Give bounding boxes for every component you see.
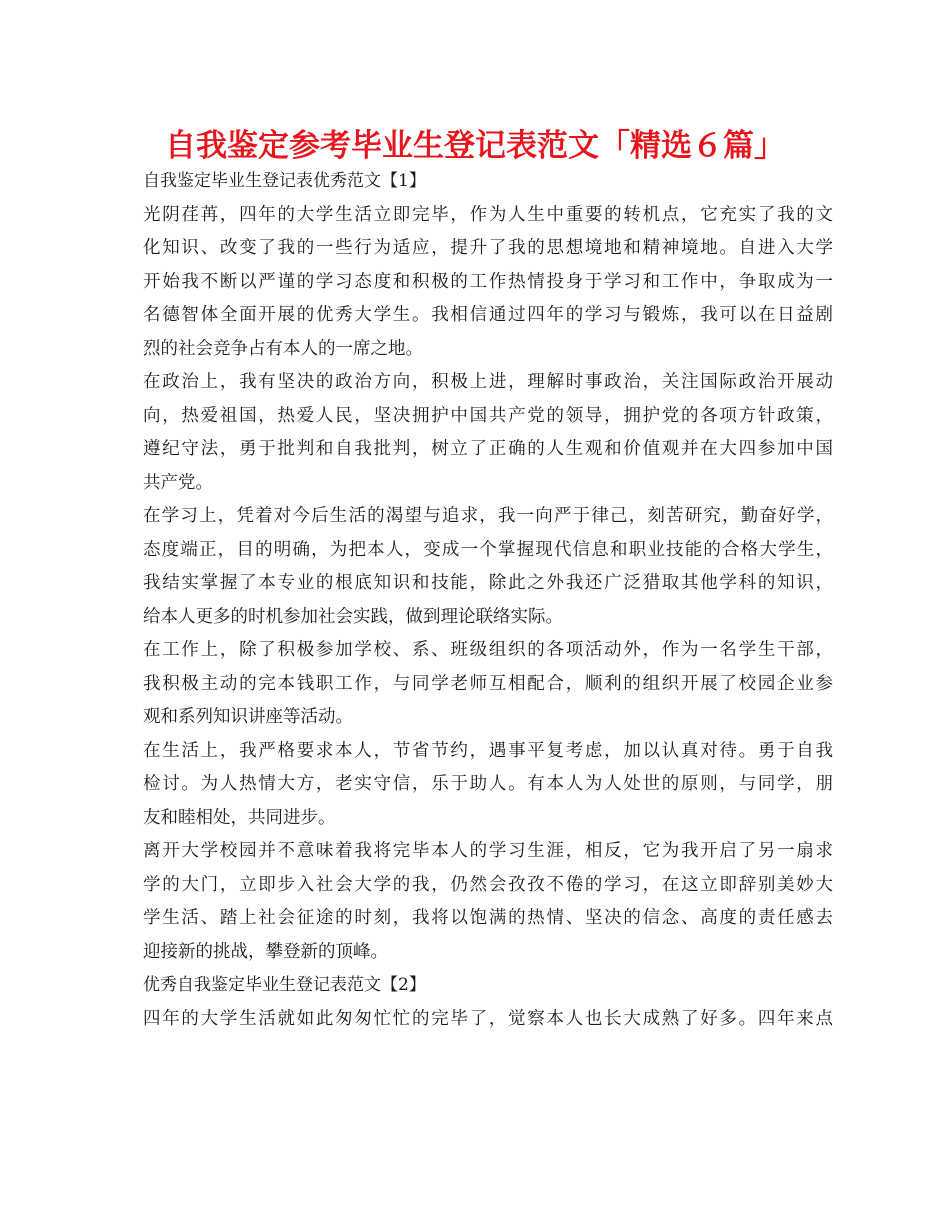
body-text-line: 离开大学校园并不意味着我将完毕本人的学习生涯，相反，它为我开启了另一扇求 [143, 841, 833, 861]
body-text-line: 检讨。为人热情大方，老实守信，乐于助人。有本人为人处世的原则，与同学，朋 [143, 774, 833, 794]
body-text-line: 我积极主动的完本钱职工作，与同学老师互相配合，顺利的组织开展了校园企业参 [143, 673, 833, 694]
body-text-line: 给本人更多的时机参加社会实践，做到理论联络实际。 [143, 606, 563, 627]
body-text-line: 烈的社会竞争占有本人的一席之地。 [143, 338, 423, 359]
section-heading: 自我鉴定毕业生登记表优秀范文【1】 [143, 171, 426, 191]
body-text-line: 学的大门，立即步入社会大学的我，仍然会孜孜不倦的学习，在这立即辞别美妙大 [143, 874, 833, 895]
body-text-line: 观和系列知识讲座等活动。 [143, 707, 353, 727]
body-text-line: 在政治上，我有坚决的政治方向，积极上进，理解时事政治，关注国际政治开展动 [143, 372, 833, 392]
body-text-line: 态度端正，目的明确，为把本人，变成一个掌握现代信息和职业技能的合格大学生， [143, 539, 833, 560]
section-heading: 优秀自我鉴定毕业生登记表范文【2】 [143, 975, 426, 995]
body-text-line: 四年的大学生活就如此匆匆忙忙的完毕了，觉察本人也长大成熟了好多。四年来点 [143, 1008, 833, 1029]
body-text-line: 向，热爱祖国，热爱人民，坚决拥护中国共产党的领导，拥护党的各项方针政策， [143, 405, 833, 426]
body-text-line: 光阴荏苒，四年的大学生活立即完毕，作为人生中重要的转机点，它充实了我的文 [143, 204, 833, 225]
document-title: 自我鉴定参考毕业生登记表范文「精选６篇」 [165, 128, 785, 164]
body-text-line: 开始我不断以严谨的学习态度和积极的工作热情投身于学习和工作中，争取成为一 [143, 271, 833, 292]
document-body [143, 165, 833, 1036]
body-text-line: 学生活、踏上社会征途的时刻，我将以饱满的热情、坚决的信念、高度的责任感去 [143, 908, 833, 928]
body-text-line: 化知识、改变了我的一些行为适应，提升了我的思想境地和精神境地。自进入大学 [143, 238, 833, 258]
body-text-line: 在学习上，凭着对今后生活的渴望与追求，我一向严于律己，刻苦研究，勤奋好学， [143, 506, 833, 526]
body-text-line: 友和睦相处，共同进步。 [143, 807, 336, 828]
body-text-line: 名德智体全面开展的优秀大学生。我相信通过四年的学习与锻炼，我可以在日益剧 [143, 305, 833, 325]
body-text-line: 在工作上，除了积极参加学校、系、班级组织的各项活动外，作为一名学生干部， [143, 640, 833, 660]
body-text-line: 迎接新的挑战，攀登新的顶峰。 [143, 941, 388, 962]
body-text-line: 在生活上，我严格要求本人，节省节约，遇事平复考虑，加以认真对待。勇于自我 [143, 740, 833, 761]
body-text-line: 遵纪守法，勇于批判和自我批判，树立了正确的人生观和价值观并在大四参加中国 [143, 439, 833, 459]
body-text-line: 共产党。 [143, 472, 213, 493]
body-text-line: 我结实掌握了本专业的根底知识和技能，除此之外我还广泛猎取其他学科的知识， [143, 573, 833, 593]
